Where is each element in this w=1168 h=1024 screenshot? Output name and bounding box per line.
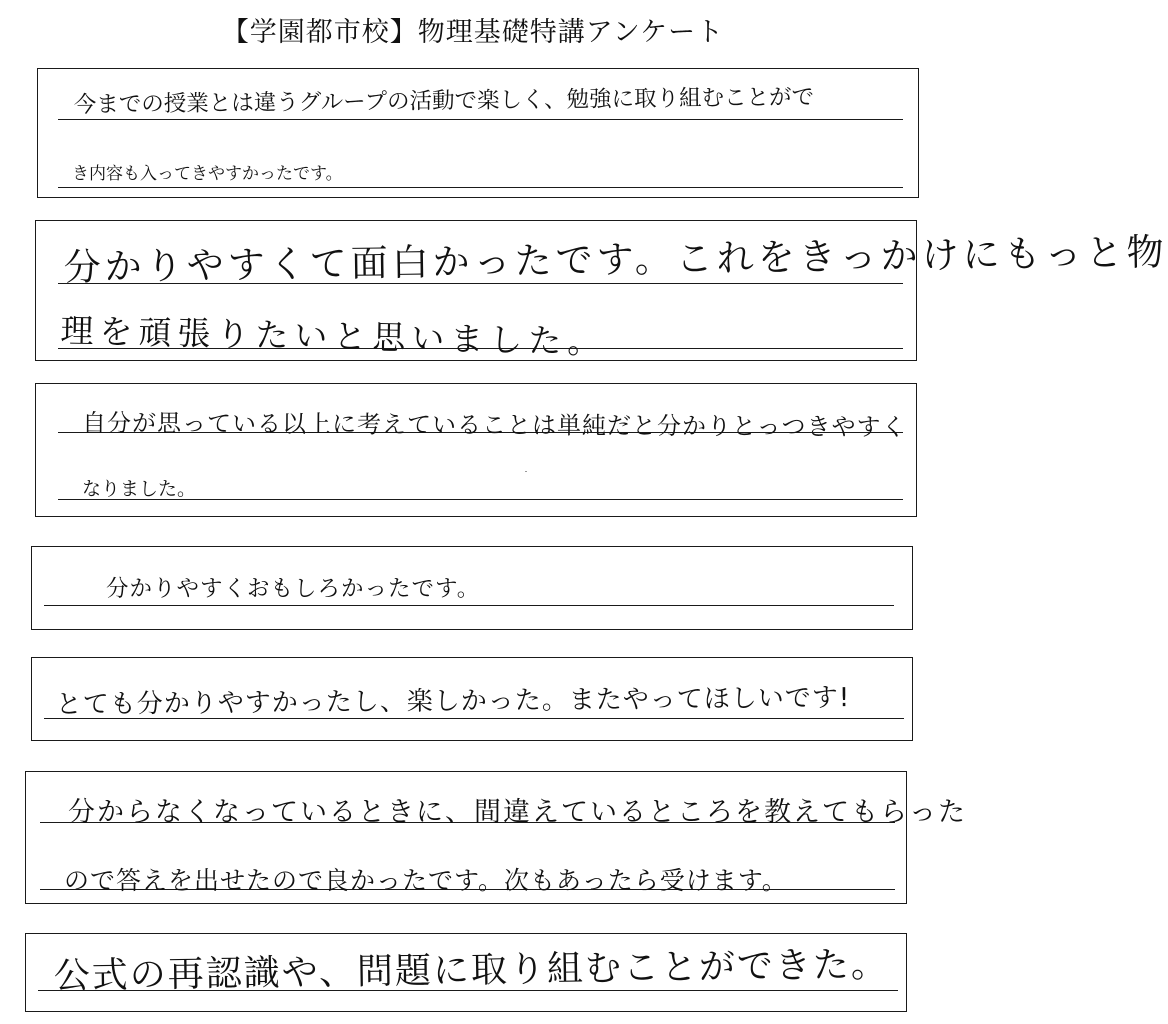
writing-line [44, 605, 894, 606]
response-text-line: 理を頑張りたいと思いました。 [60, 311, 607, 362]
response-text-line: 公式の再認識や、問題に取り組むことができた。 [53, 944, 890, 998]
response-text-line: 自分が思っている以上に考えていることは単純だと分かりとっつきやすく [82, 409, 907, 442]
response-text-line: 今までの授業とは違うグループの活動で楽しく、勉強に取り組むことがで [73, 84, 815, 119]
scan-speck [525, 471, 527, 472]
response-text-line: とても分かりやすかったし、楽しかった。またやってほしいです! [55, 683, 851, 721]
response-text-line: 分からなくなっているときに、間違えているところを教えてもらった [68, 797, 967, 828]
writing-line [58, 187, 903, 188]
response-text-line: ので答えを出せたので良かったです。次もあったら受けます。 [64, 866, 788, 895]
response-card-4 [31, 546, 913, 630]
response-text-line: 分かりやすくて面白かったです。これをきっかけにもっと物 [63, 230, 1168, 290]
response-card-7 [25, 933, 907, 1012]
response-card-2 [35, 220, 1168, 362]
response-card-1 [37, 68, 919, 198]
response-text-line: 分かりやすくおもしろかったです。 [106, 576, 481, 602]
response-card-3 [35, 383, 917, 517]
writing-line [58, 119, 903, 120]
page-title: 【学園都市校】物理基礎特講アンケート [221, 17, 725, 48]
response-text-line: なりました。 [82, 478, 197, 500]
response-card-6 [25, 771, 967, 904]
response-text-line: き内容も入ってきやすかったです。 [72, 164, 343, 184]
response-card-5 [31, 657, 913, 741]
